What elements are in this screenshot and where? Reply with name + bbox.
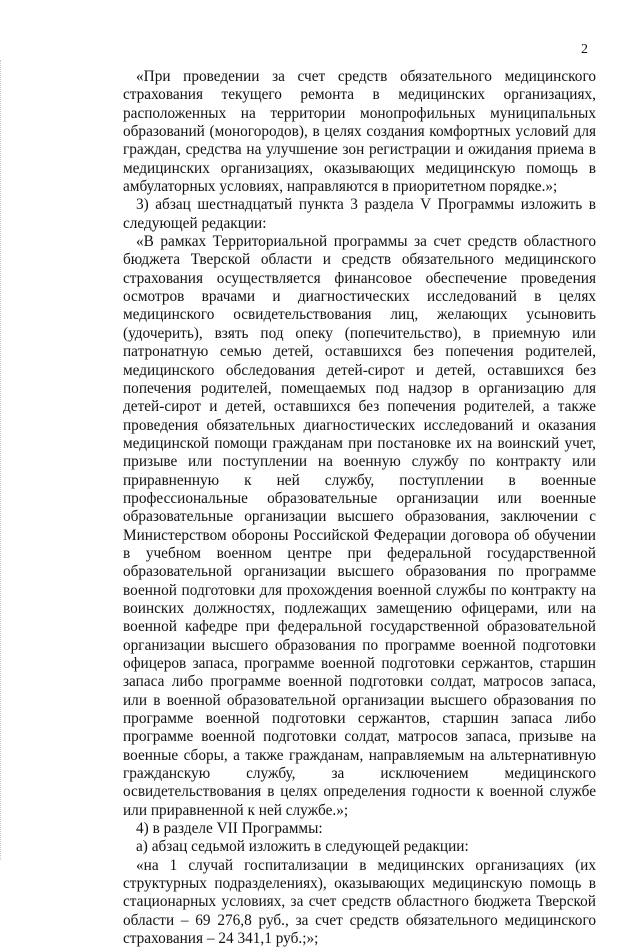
page-number: 2 (581, 42, 588, 57)
page-edge-mark (0, 60, 5, 860)
paragraph-repair-priority: «При проведении за счет средств обязательного медицинского страхования текущего ремонта в медицинских организациях, расположенных на территории монопрофильных муниципальных образований (моногородов), в целях создания комфортных условий для граждан, средства на улучшение зон регистрации и ожидания приема в медицинских организациях, оказывающих медицинскую помощь в амбулаторных условиях, направляются в приоритетном порядке.»; (123, 68, 596, 196)
document-body (123, 68, 596, 949)
paragraph-territorial-program: «В рамках Территориальной программы за счет средств областного бюджета Тверской области и средств обязательного медицинского страхования осуществляется финансовое обеспечение проведения осмотров врачами и диагностических исследований в целях медицинского освидетельствования лиц, желающих усыновить (удочерить), взять под опеку (попечительство), в приемную или патронатную семью детей, оставшихся без попечения родителей, медицинского обследования детей-сирот и детей, оставшихся без попечения родителей, помещаемых под надзор в организацию для детей-сирот и детей, оставшихся без попечения родителей, а также проведения обязательных диагностических исследований и оказания медицинской помощи гражданам при постановке их на воинский учет, призыве или поступлении на военную службу по контракту или приравненную к ней службу, поступлении в военные профессиональные образовательные организации или военные образовательные организации высшего образования, заключении с Министерством обороны Российской Федерации договора об обучении в учебном военном центре при федеральной государственной образовательной организации высшего образования по программе военной подготовки для прохождения военной службы по контракту на воинских должностях, подлежащих замещению офицерами, или на военной кафедре при федеральной государственной образовательной организации высшего образования по программе военной подготовки офицеров запаса, программе военной подготовки сержантов, старшин запаса либо программе военной подготовки солдат, матросов запаса, или в военной образовательной организации высшего образования по программе военной подготовки сержантов, старшин запаса либо программе военной подготовки солдат, матросов запаса, призыве на военные сборы, а также гражданам, направляемым на альтернативную гражданскую службу, за исключением медицинского освидетельствования в целях определения годности к военной службе или приравненной к ней службе.»; (123, 233, 596, 819)
paragraph-item-4-heading: 4) в разделе VII Программы: (136, 820, 323, 838)
paragraph-item-3-heading: 3) абзац шестнадцатый пункта 3 раздела V Программы изложить в следующей редакции: (123, 196, 596, 232)
paragraph-hospitalization-cost: «на 1 случай госпитализации в медицинских организациях (их структурных подразделениях), оказывающих медицинскую помощь в стационарных условиях, за счет средств областного бюджета Тверской области – 69 276,8 руб., за счет средств обязательного медицинского страхования – 24 341,1 руб.;»; (123, 856, 596, 948)
paragraph-subitem-a-heading: а) абзац седьмой изложить в следующей редакции: (136, 838, 469, 856)
